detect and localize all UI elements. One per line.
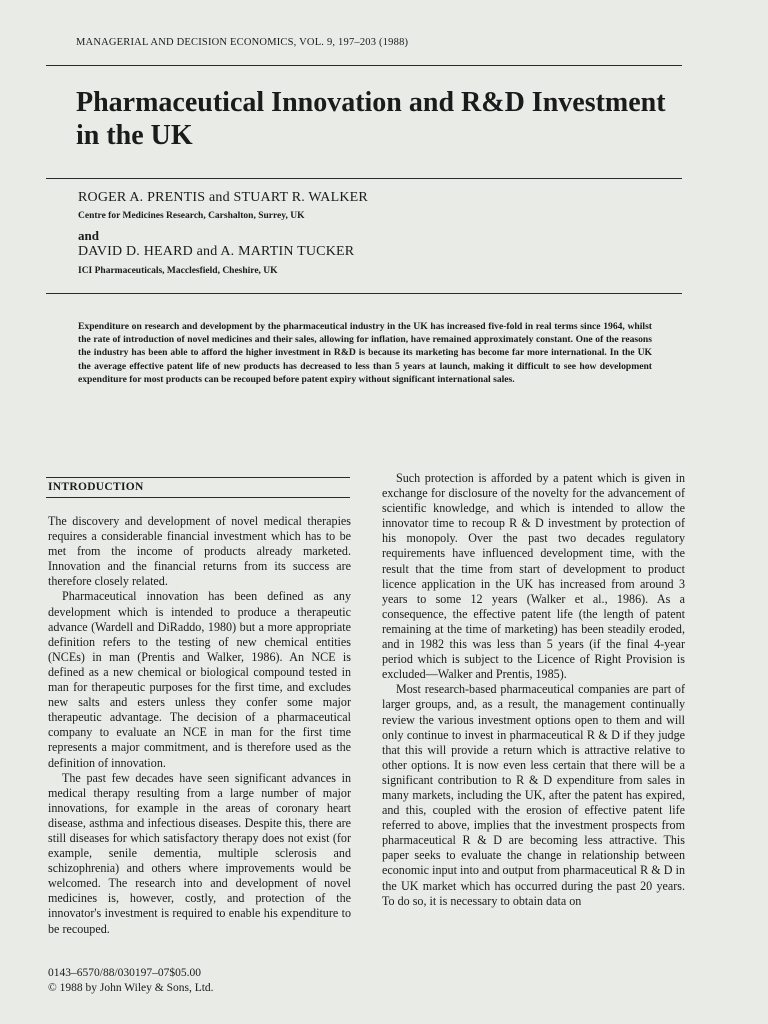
authors-rule (46, 293, 682, 294)
paragraph: Pharmaceutical innovation has been defined as any development which is intended to produce a therapeutic advance (Wardell and DiRaddo, 1980) but a more appropriate definition refers to the testing of new chemical entities (NCEs) in man (Prentis and Walker, 1986). An NCE is defined as a new chemical or biological compound tested in man for therapeutic purposes for the first time, and excludes new salts and esters unless they confer some major therapeutic advantage. The decision of a pharmaceutical company to evaluate an NCE in man for the first time represents a major commitment, and is therefore used as the definition of innovation. (48, 589, 351, 770)
footer (48, 966, 214, 996)
article-title: Pharmaceutical Innovation and R&D Investment in the UK (76, 87, 666, 151)
section-heading: INTRODUCTION (48, 481, 144, 493)
authors-group-2: DAVID D. HEARD and A. MARTIN TUCKER (78, 244, 355, 259)
paragraph: Most research-based pharmaceutical companies are part of larger groups, and, as a result, the management continually review the various investment options open to them and will only continue to invest in pharmaceutical R & D if they judge that this will provide a return which is attractive relative to other options. It is now even less certain that there will be a significant contribution to R & D expenditure from sales in many markets, including the UK, after the patent has expired, and this, coupled with the erosion of effective patent life referred to above, implies that the investment prospects from pharmaceutical R & D are becoming less attractive. This paper seeks to evaluate the change in relationship between economic input into and output from pharmaceutical R & D in the UK market which has occurred during the past 20 years. To do so, it is necessary to obtain data on (382, 682, 685, 908)
affiliation-1: Centre for Medicines Research, Carshalton, Surrey, UK (78, 211, 305, 221)
left-column (48, 514, 351, 937)
header-rule (46, 65, 682, 66)
affiliation-2: ICI Pharmaceuticals, Macclesfield, Cheshire, UK (78, 266, 278, 276)
journal-header: MANAGERIAL AND DECISION ECONOMICS, VOL. 9, 197–203 (1988) (76, 37, 409, 48)
authors-group-1: ROGER A. PRENTIS and STUART R. WALKER (78, 190, 368, 205)
footer-copyright: © 1988 by John Wiley & Sons, Ltd. (48, 982, 214, 994)
section-rule-bottom (46, 497, 350, 498)
right-column (382, 471, 685, 909)
and-separator: and (78, 228, 99, 243)
paragraph: The past few decades have seen significant advances in medical therapy resulting from a large number of major innovations, for example in the areas of coronary heart disease, asthma and infectious diseases. Despite this, there are still diseases for which satisfactory therapy does not exist (for example, senile dementia, multiple sclerosis and schizophrenia) and others where improvements would be welcomed. The research into and development of novel medicines is, however, costly, and protection of the innovator's investment is required to enable his expenditure to be recouped. (48, 770, 351, 936)
title-rule (46, 178, 682, 179)
section-rule-top (46, 477, 350, 478)
abstract: Expenditure on research and development by the pharmaceutical industry in the UK has increased five-fold in real terms since 1964, whilst the rate of introduction of novel medicines and their sales, allowing for inflation, have remained approximately constant. One of the reasons the industry has been able to afford the higher investment in R&D is because its marketing has become far more international. In the UK the average effective patent life of new products has decreased to less than 5 years at launch, making it difficult to see how development expenditure for most products can be recouped before patent expiry without significant international sales. (78, 321, 652, 385)
paragraph: The discovery and development of novel medical therapies requires a considerable financial investment which has to be met from the income of products already marketed. Innovation and the financial returns from its success are therefore closely related. (48, 514, 351, 589)
paragraph: Such protection is afforded by a patent which is given in exchange for disclosure of the novelty for the advancement of scientific knowledge, and which is intended to allow the innovator time to recoup R & D investment by protection of his monopoly. Over the past two decades regulatory requirements have influenced development time, with the result that the time from start of development to product licence application in the UK has increased from around 3 years to some 12 years (Walker et al., 1986). As a consequence, the effective patent life (the length of patent remaining at the time of marketing) has been steadily eroded, and in 1982 this was less than 5 years (if the final 4-year period which is subject to the Licence of Right Provision is excluded—Walker and Prentis, 1985). (382, 471, 685, 682)
footer-code: 0143–6570/88/030197–07$05.00 (48, 967, 202, 979)
